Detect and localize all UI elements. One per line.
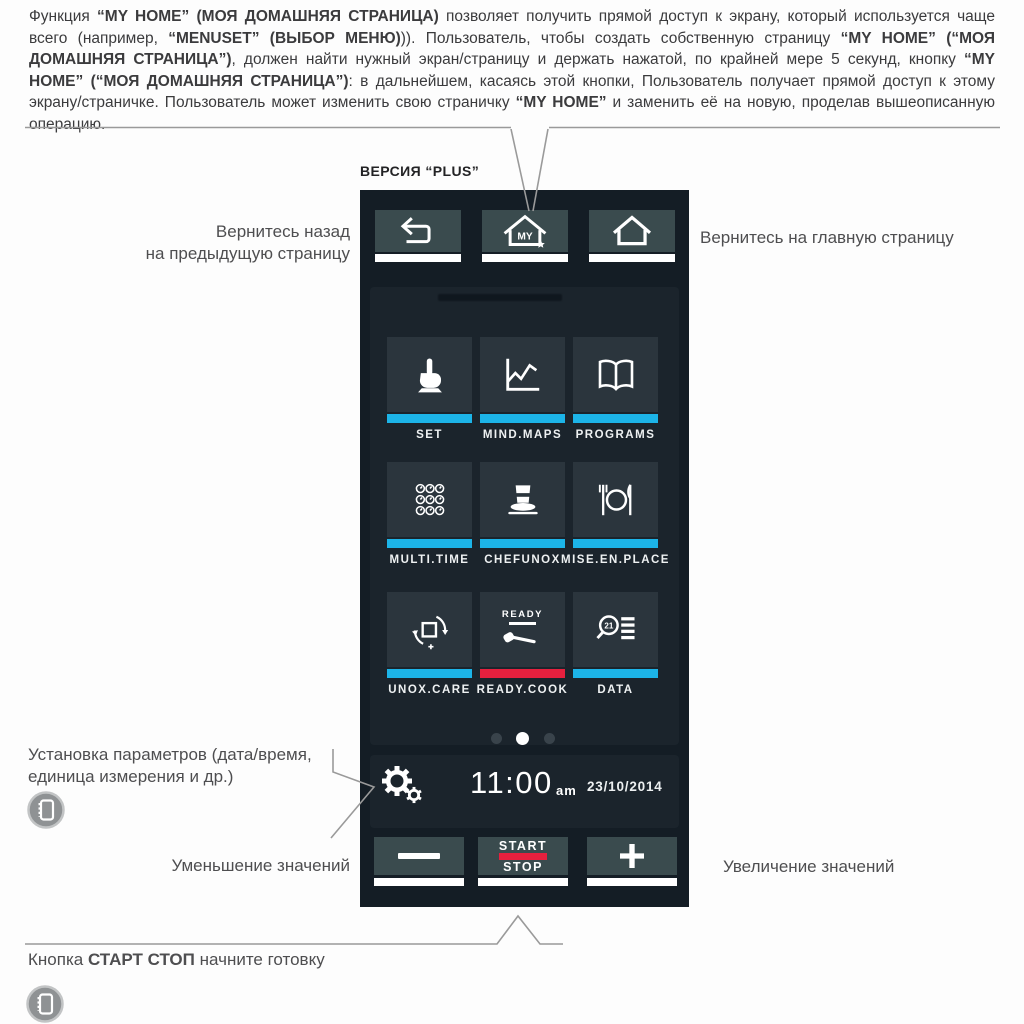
tile-label: MISE.EN.PLACE — [561, 554, 670, 566]
callout-decrease: Уменьшение значений — [171, 856, 350, 875]
tile-accent-bar — [480, 669, 565, 678]
home-button[interactable] — [589, 210, 675, 262]
tile-ready-cook-face[interactable] — [480, 592, 565, 667]
tray-bar — [509, 622, 536, 626]
callout-settings-line1: Установка параметров (дата/время, — [28, 745, 312, 764]
minus-icon — [398, 853, 440, 860]
multi-clocks-icon — [408, 479, 452, 521]
back-arrow-icon — [395, 215, 441, 248]
tile-chefunox[interactable] — [480, 462, 565, 566]
callout-increase: Увеличение значений — [723, 857, 895, 876]
plus-icon — [616, 840, 648, 872]
pager-dot-1[interactable] — [491, 733, 502, 744]
serving-hand-icon — [501, 626, 545, 650]
touch-hand-icon — [408, 354, 452, 396]
tile-mise-en-place[interactable] — [561, 462, 670, 566]
clock-meridiem: am — [556, 783, 577, 798]
tile-label: CHEFUNOX — [484, 554, 561, 566]
tile-label: MULTI.TIME — [389, 554, 470, 566]
tile-data-face[interactable] — [573, 592, 658, 667]
tile-accent-bar — [387, 669, 472, 678]
tile-accent-bar — [573, 539, 658, 548]
home-button-face[interactable] — [589, 210, 675, 252]
intro-paragraph: Функция “MY HOME” (МОЯ ДОМАШНЯЯ СТРАНИЦА) позволяет получить прямой доступ к экрану, который используется чаще всего (например, “MENUSET” (ВЫБОР МЕНЮ))). Пользователь, чтобы создать собственную страницу “MY HOME” (“МОЯ ДОМАШНЯЯ СТРАНИЦА”), должен найти нужный экран/страницу и держать нажатой, по крайней мере 5 секунд, кнопку “MY HOME” (“МОЯ ДОМАШНЯЯ СТРАНИЦА”): в дальнейшем, касаясь этой кнопки, Пользователь получает прямой доступ к этому экрану/страничке. Пользователь может изменить свою страничку “MY HOME” и заменить её на новую, проделав вышеописанную операцию. — [29, 8, 996, 133]
line-chart-icon — [500, 354, 546, 396]
start-stop-button[interactable] — [478, 837, 568, 886]
svg-text:MY: MY — [517, 230, 533, 242]
rotate-care-icon — [408, 609, 452, 651]
tile-label: MIND.MAPS — [482, 429, 563, 441]
plate-cutlery-icon — [593, 481, 639, 519]
tile-ready-cook[interactable] — [476, 592, 569, 696]
button-underline — [375, 254, 461, 262]
tile-programs-face[interactable] — [573, 337, 658, 412]
tile-mind-maps-face[interactable] — [480, 337, 565, 412]
tile-accent-bar — [387, 539, 472, 548]
increase-button[interactable] — [587, 837, 677, 886]
tile-programs[interactable] — [573, 337, 658, 441]
tile-accent-bar — [480, 414, 565, 423]
open-book-icon — [592, 355, 640, 395]
callout-back — [60, 221, 350, 264]
my-home-icon — [499, 212, 551, 251]
clock-date: 23/10/2014 — [587, 779, 663, 794]
settings-gears-icon[interactable] — [380, 764, 424, 806]
button-underline — [482, 254, 568, 262]
tile-mind-maps[interactable] — [480, 337, 565, 441]
device-screen — [360, 190, 689, 907]
tile-label: READY.COOK — [476, 684, 569, 696]
clock-time: 11:00 — [470, 765, 553, 800]
my-home-button[interactable] — [482, 210, 568, 262]
decrease-button-face[interactable] — [374, 837, 464, 875]
tile-accent-bar — [480, 539, 565, 548]
tile-chefunox-face[interactable] — [480, 462, 565, 537]
manual-book-icon — [26, 790, 66, 830]
tile-unox-care[interactable] — [387, 592, 472, 696]
manual-book-icon — [25, 984, 65, 1024]
svg-text:21: 21 — [603, 621, 613, 631]
decrease-button[interactable] — [374, 837, 464, 886]
tile-multi-time[interactable] — [387, 462, 472, 566]
tile-set-face[interactable] — [387, 337, 472, 412]
start-stop-button-face[interactable] — [478, 837, 568, 875]
tile-data[interactable] — [573, 592, 658, 696]
tile-label: DATA — [597, 684, 634, 696]
button-underline — [589, 254, 675, 262]
tile-label: SET — [416, 429, 443, 441]
increase-button-face[interactable] — [587, 837, 677, 875]
my-home-button-face[interactable] — [482, 210, 568, 252]
chef-hat-icon — [501, 480, 545, 520]
back-button[interactable] — [375, 210, 461, 262]
tile-accent-bar — [387, 414, 472, 423]
button-underline — [374, 878, 464, 886]
tile-label: UNOX.CARE — [388, 684, 471, 696]
tile-unox-care-face[interactable] — [387, 592, 472, 667]
pager-dot-2-active[interactable] — [516, 732, 529, 745]
faint-text-artifact — [438, 294, 562, 301]
tile-set[interactable] — [387, 337, 472, 441]
tile-multi-time-face[interactable] — [387, 462, 472, 537]
search-sort-icon — [593, 611, 639, 649]
tile-mise-en-place-face[interactable] — [573, 462, 658, 537]
start-label: START — [498, 838, 548, 853]
callout-back-line1: Вернитесь назад — [215, 222, 350, 241]
version-label: ВЕРСИЯ “PLUS” — [360, 163, 480, 179]
button-underline — [478, 878, 568, 886]
tile-accent-bar — [573, 669, 658, 678]
callout-settings-line2: единица измерения и др.) — [28, 766, 234, 786]
start-stop-red-bar — [499, 853, 547, 860]
callout-settings — [28, 744, 358, 787]
pager-dot-3[interactable] — [544, 733, 555, 744]
button-underline — [587, 878, 677, 886]
stop-label: STOP — [503, 859, 543, 874]
callout-home: Вернитесь на главную страницу — [700, 228, 954, 247]
tile-label: PROGRAMS — [575, 429, 656, 441]
home-icon — [608, 213, 656, 249]
ready-word: READY — [501, 608, 544, 620]
pointer-startstop — [25, 916, 563, 944]
back-button-face[interactable] — [375, 210, 461, 252]
callout-back-line2: на предыдущую страницу — [145, 243, 350, 263]
tile-accent-bar — [573, 414, 658, 423]
caption-startstop: Кнопка СТАРТ СТОП начните готовку — [28, 950, 325, 969]
